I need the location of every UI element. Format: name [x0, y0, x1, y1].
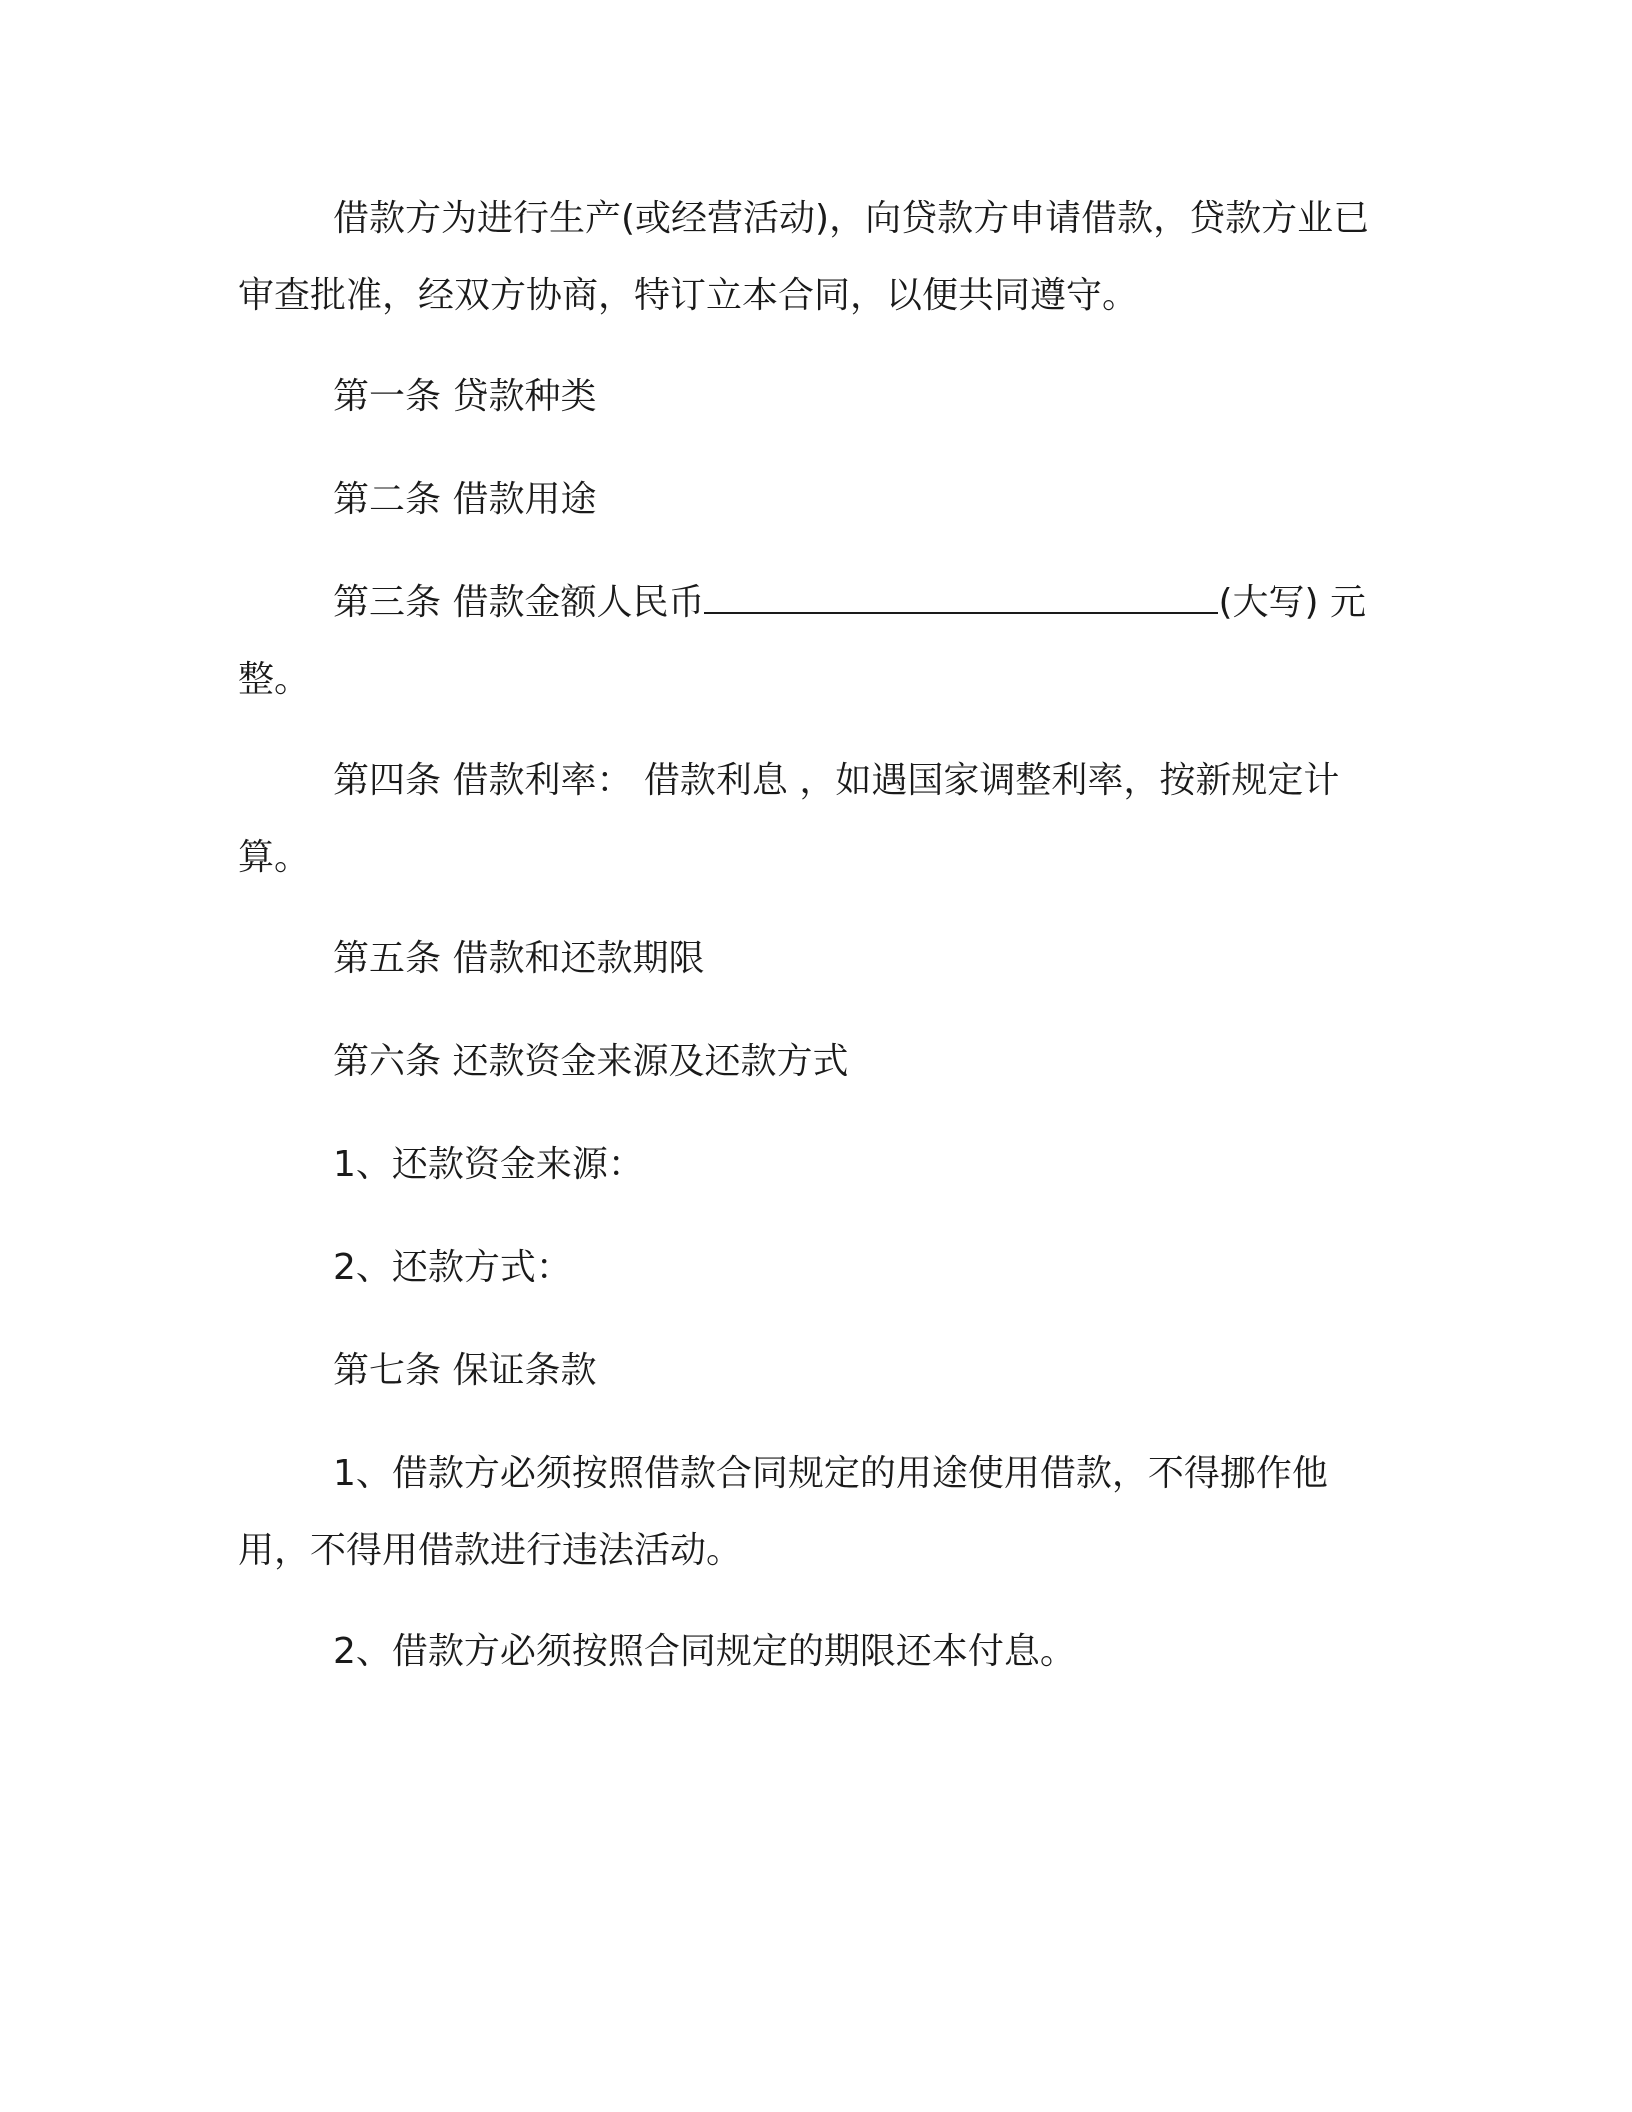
article-7-heading: 第七条 保证条款 — [333, 1350, 597, 1391]
article-4-paragraph: 第四条 借款利率： 借款利息 ，如遇国家调整利率，按新规定计算。 — [238, 760, 1340, 878]
article-1-heading: 第一条 贷款种类 — [333, 376, 597, 417]
article-6-item-2: 2、还款方式： — [333, 1247, 572, 1288]
article-5-heading: 第五条 借款和还款期限 — [333, 938, 705, 979]
article-7-item-1: 1、借款方必须按照借款合同规定的用途使用借款，不得挪作他用，不得用借款进行违法活动。 — [238, 1453, 1328, 1571]
article-6-item-1: 1、还款资金来源： — [333, 1144, 644, 1185]
article-2-heading: 第二条 借款用途 — [333, 479, 597, 520]
article-3-prefix: 第三条 借款金额人民币 — [333, 582, 705, 623]
article-3-suffix: (大写) 元整。 — [238, 582, 1366, 700]
article-7-item-2: 2、借款方必须按照合同规定的期限还本付息。 — [333, 1631, 1076, 1672]
article-6-heading: 第六条 还款资金来源及还款方式 — [333, 1041, 849, 1082]
amount-blank-line — [704, 582, 1218, 614]
intro-paragraph: 借款方为进行生产(或经营活动)，向贷款方申请借款，贷款方业已审查批准，经双方协商，特订立本合同，以便共同遵守。 — [238, 198, 1370, 316]
article-3-paragraph — [238, 564, 1394, 718]
